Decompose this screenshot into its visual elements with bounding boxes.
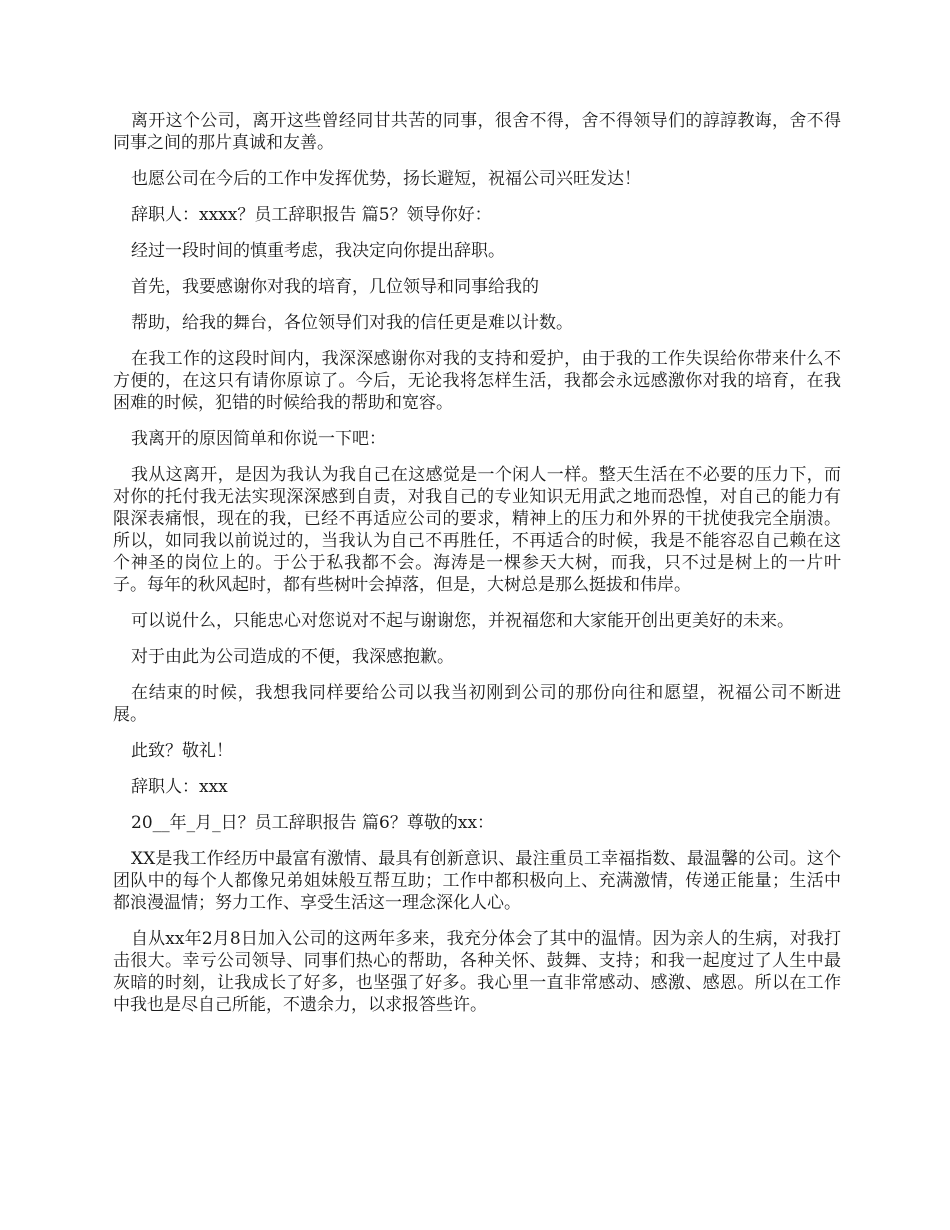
paragraph: 自从xx年2月8日加入公司的这两年多来，我充分体会了其中的温情。因为亲人的生病，对我打击很大。幸亏公司领导、同事们热心的帮助，各种关怀、鼓舞、支持；和我一起度过了人生中最灰暗的时刻，让我成长了好多，也坚强了好多。我心里一直非常感动、感激、感恩。所以在工作中我也是尽自己所能，不遗余力，以求报答些许。 [113, 929, 841, 1015]
paragraph: 20__年_月_日？员工辞职报告 篇6？尊敬的xx： [131, 813, 495, 833]
paragraph: 辞职人：xxx [131, 777, 228, 797]
paragraph: 首先，我要感谢你对我的培育，几位领导和同事给我的 [131, 277, 539, 297]
paragraph: 在结束的时候，我想我同样要给公司以我当初刚到公司的那份向往和愿望，祝福公司不断进展。 [113, 683, 841, 725]
paragraph: 也愿公司在今后的工作中发挥优势，扬长避短，祝福公司兴旺发达！ [131, 169, 641, 189]
document-body [113, 110, 841, 1030]
paragraph: 此致？敬礼！ [131, 741, 233, 761]
paragraph: 经过一段时间的慎重考虑，我决定向你提出辞职。 [131, 241, 505, 261]
paragraph: 帮助，给我的舞台，各位领导们对我的信任更是难以计数。 [131, 313, 573, 333]
paragraph: 我离开的原因简单和你说一下吧： [131, 429, 386, 449]
paragraph: 可以说什么，只能忠心对您说对不起与谢谢您，并祝福您和大家能开创出更美好的未来。 [131, 611, 794, 631]
paragraph: 在我工作的这段时间内，我深深感谢你对我的支持和爱护，由于我的工作失误给你带来什么不方便的，在这只有请你原谅了。今后，无论我将怎样生活，我都会永远感激你对我的培育，在我困难的时候，犯错的时候给我的帮助和宽容。 [113, 349, 841, 413]
paragraph: 辞职人：xxxx？员工辞职报告 篇5？领导你好： [131, 205, 492, 225]
paragraph: 对于由此为公司造成的不便，我深感抱歉。 [131, 647, 454, 667]
paragraph: XX是我工作经历中最富有激情、最具有创新意识、最注重员工幸福指数、最温馨的公司。这个团队中的每个人都像兄弟姐妹般互帮互助；工作中都积极向上、充满激情，传递正能量；生活中都浪漫温情；努力工作、享受生活这一理念深化人心。 [113, 849, 841, 913]
paragraph: 离开这个公司，离开这些曾经同甘共苦的同事，很舍不得，舍不得领导们的諄諄教诲，舍不得同事之间的那片真诚和友善。 [113, 111, 841, 153]
paragraph: 我从这离开，是因为我认为我自己在这感觉是一个闲人一样。整天生活在不必要的压力下，而对你的托付我无法实现深深感到自责，对我自己的专业知识无用武之地而恐惶，对自己的能力有限深表痛恨，现在的我，已经不再适应公司的要求，精神上的压力和外界的干扰使我完全崩溃。所以，如同我以前说过的，当我认为自己不再胜任，不再适合的时候，我是不能容忍自己赖在这个神圣的岗位上的。于公于私我都不会。海涛是一棵参天大树，而我，只不过是树上的一片叶子。每年的秋风起时，都有些树叶会掉落，但是，大树总是那么挺拔和伟岸。 [113, 465, 841, 595]
